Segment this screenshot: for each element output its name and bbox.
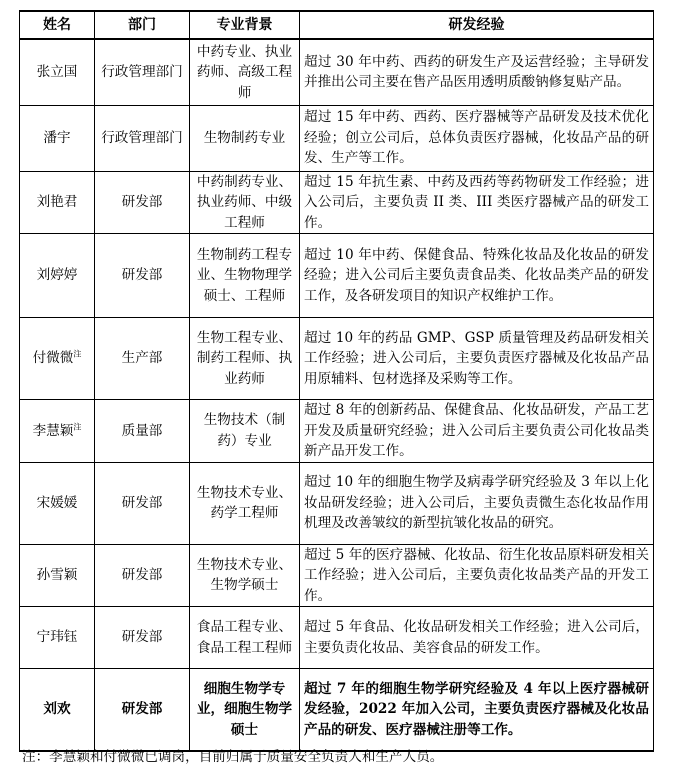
cell-name: 刘欢 — [20, 669, 95, 751]
cell-name: 潘宇 — [20, 105, 95, 171]
table-row — [20, 669, 654, 751]
table-row — [20, 39, 654, 105]
cell-experience: 超过 8 年的创新药品、保健食品、化妆品研发，产品工艺开发及质量研究经验；进入公司后主要负责公司化妆品类新产品开发工作。 — [300, 400, 654, 463]
cell-department: 行政管理部门 — [95, 105, 190, 171]
header-experience: 研发经验 — [300, 11, 654, 39]
table-row — [20, 171, 654, 234]
header-background: 专业背景 — [190, 11, 300, 39]
name-note: 注 — [73, 349, 82, 359]
cell-experience: 超过 10 年中药、保健食品、特殊化妆品及化妆品的研发经验；进入公司后主要负责食品类、化妆品类产品的研发工作，及各研发项目的知识产权维护工作。 — [300, 234, 654, 318]
cell-department: 生产部 — [95, 318, 190, 400]
cell-name: 李慧颖$^注$ — [20, 400, 95, 463]
cell-background: 生物技术专业、生物学硕士 — [190, 544, 300, 607]
cell-name: 宋媛媛 — [20, 462, 95, 544]
cell-name: 宁玮钰 — [20, 607, 95, 669]
table-row — [20, 318, 654, 400]
cell-experience: 超过 5 年食品、化妆品研发相关工作经验；进入公司后，主要负责化妆品、美容食品的研发工作。 — [300, 607, 654, 669]
cell-name: 张立国 — [20, 39, 95, 105]
table-row — [20, 462, 654, 544]
cell-background: 生物技术（制药）专业 — [190, 400, 300, 463]
cell-background: 生物制药专业 — [190, 105, 300, 171]
header-department: 部门 — [95, 11, 190, 39]
table-row — [20, 607, 654, 669]
cell-experience: 超过 10 年的细胞生物学及病毒学研究经验及 3 年以上化妆品研发经验；进入公司后，主要负责微生态化妆品作用机理及改善皱纹的新型抗皱化妆品的研究。 — [300, 462, 654, 544]
cell-name: 刘艳君 — [20, 171, 95, 234]
cell-experience: 超过 7 年的细胞生物学研究经验及 4 年以上医疗器械研发经验，2022 年加入公司，主要负责医疗器械及化妆品产品的研发、医疗器械注册等工作。 — [300, 669, 654, 751]
cell-experience: 超过 15 年抗生素、中药及西药等药物研发工作经验；进入公司后，主要负责 II 类、III 类医疗器械产品的研发工作。 — [300, 171, 654, 234]
table-footnote: 注：李慧颖和付微微已调岗，目前归属于质量安全负责人和生产人员。 — [22, 749, 444, 765]
cell-background: 食品工程专业、食品工程工程师 — [190, 607, 300, 669]
cell-department: 行政管理部门 — [95, 39, 190, 105]
cell-department: 质量部 — [95, 400, 190, 463]
cell-background: 中药专业、执业药师、高级工程师 — [190, 39, 300, 105]
cell-department: 研发部 — [95, 669, 190, 751]
table-row — [20, 544, 654, 607]
cell-department: 研发部 — [95, 607, 190, 669]
cell-experience: 超过 5 年的医疗器械、化妆品、衍生化妆品原料研发相关工作经验；进入公司后，主要负责化妆品类产品的开发工作。 — [300, 544, 654, 607]
cell-background: 生物制药工程专业、生物物理学硕士、工程师 — [190, 234, 300, 318]
cell-department: 研发部 — [95, 544, 190, 607]
cell-experience: 超过 30 年中药、西药的研发生产及运营经验；主导研发并推出公司主要在售产品医用透明质酸钠修复贴产品。 — [300, 39, 654, 105]
name-note: 注 — [73, 421, 82, 431]
cell-background: 生物工程专业、制药工程师、执业药师 — [190, 318, 300, 400]
table-header-row — [20, 11, 654, 39]
cell-name: 刘婷婷 — [20, 234, 95, 318]
cell-name: 付微微$^注$ — [20, 318, 95, 400]
rd-team-table — [19, 10, 654, 752]
cell-background: 细胞生物学专业，细胞生物学硕士 — [190, 669, 300, 751]
header-name: 姓名 — [20, 11, 95, 39]
cell-background: 中药制药专业、执业药师、中级工程师 — [190, 171, 300, 234]
cell-department: 研发部 — [95, 171, 190, 234]
cell-name: 孙雪颖 — [20, 544, 95, 607]
table-row — [20, 105, 654, 171]
cell-background: 生物技术专业、药学工程师 — [190, 462, 300, 544]
cell-experience: 超过 10 年的药品 GMP、GSP 质量管理及药品研发相关工作经验；进入公司后，主要负责医疗器械及化妆品产品用原辅料、包材选择及采购等工作。 — [300, 318, 654, 400]
table-row — [20, 234, 654, 318]
cell-department: 研发部 — [95, 462, 190, 544]
table-row — [20, 400, 654, 463]
cell-department: 研发部 — [95, 234, 190, 318]
cell-experience: 超过 15 年中药、西药、医疗器械等产品研发及技术优化经验；创立公司后，总体负责医疗器械，化妆品产品的研发、生产等工作。 — [300, 105, 654, 171]
